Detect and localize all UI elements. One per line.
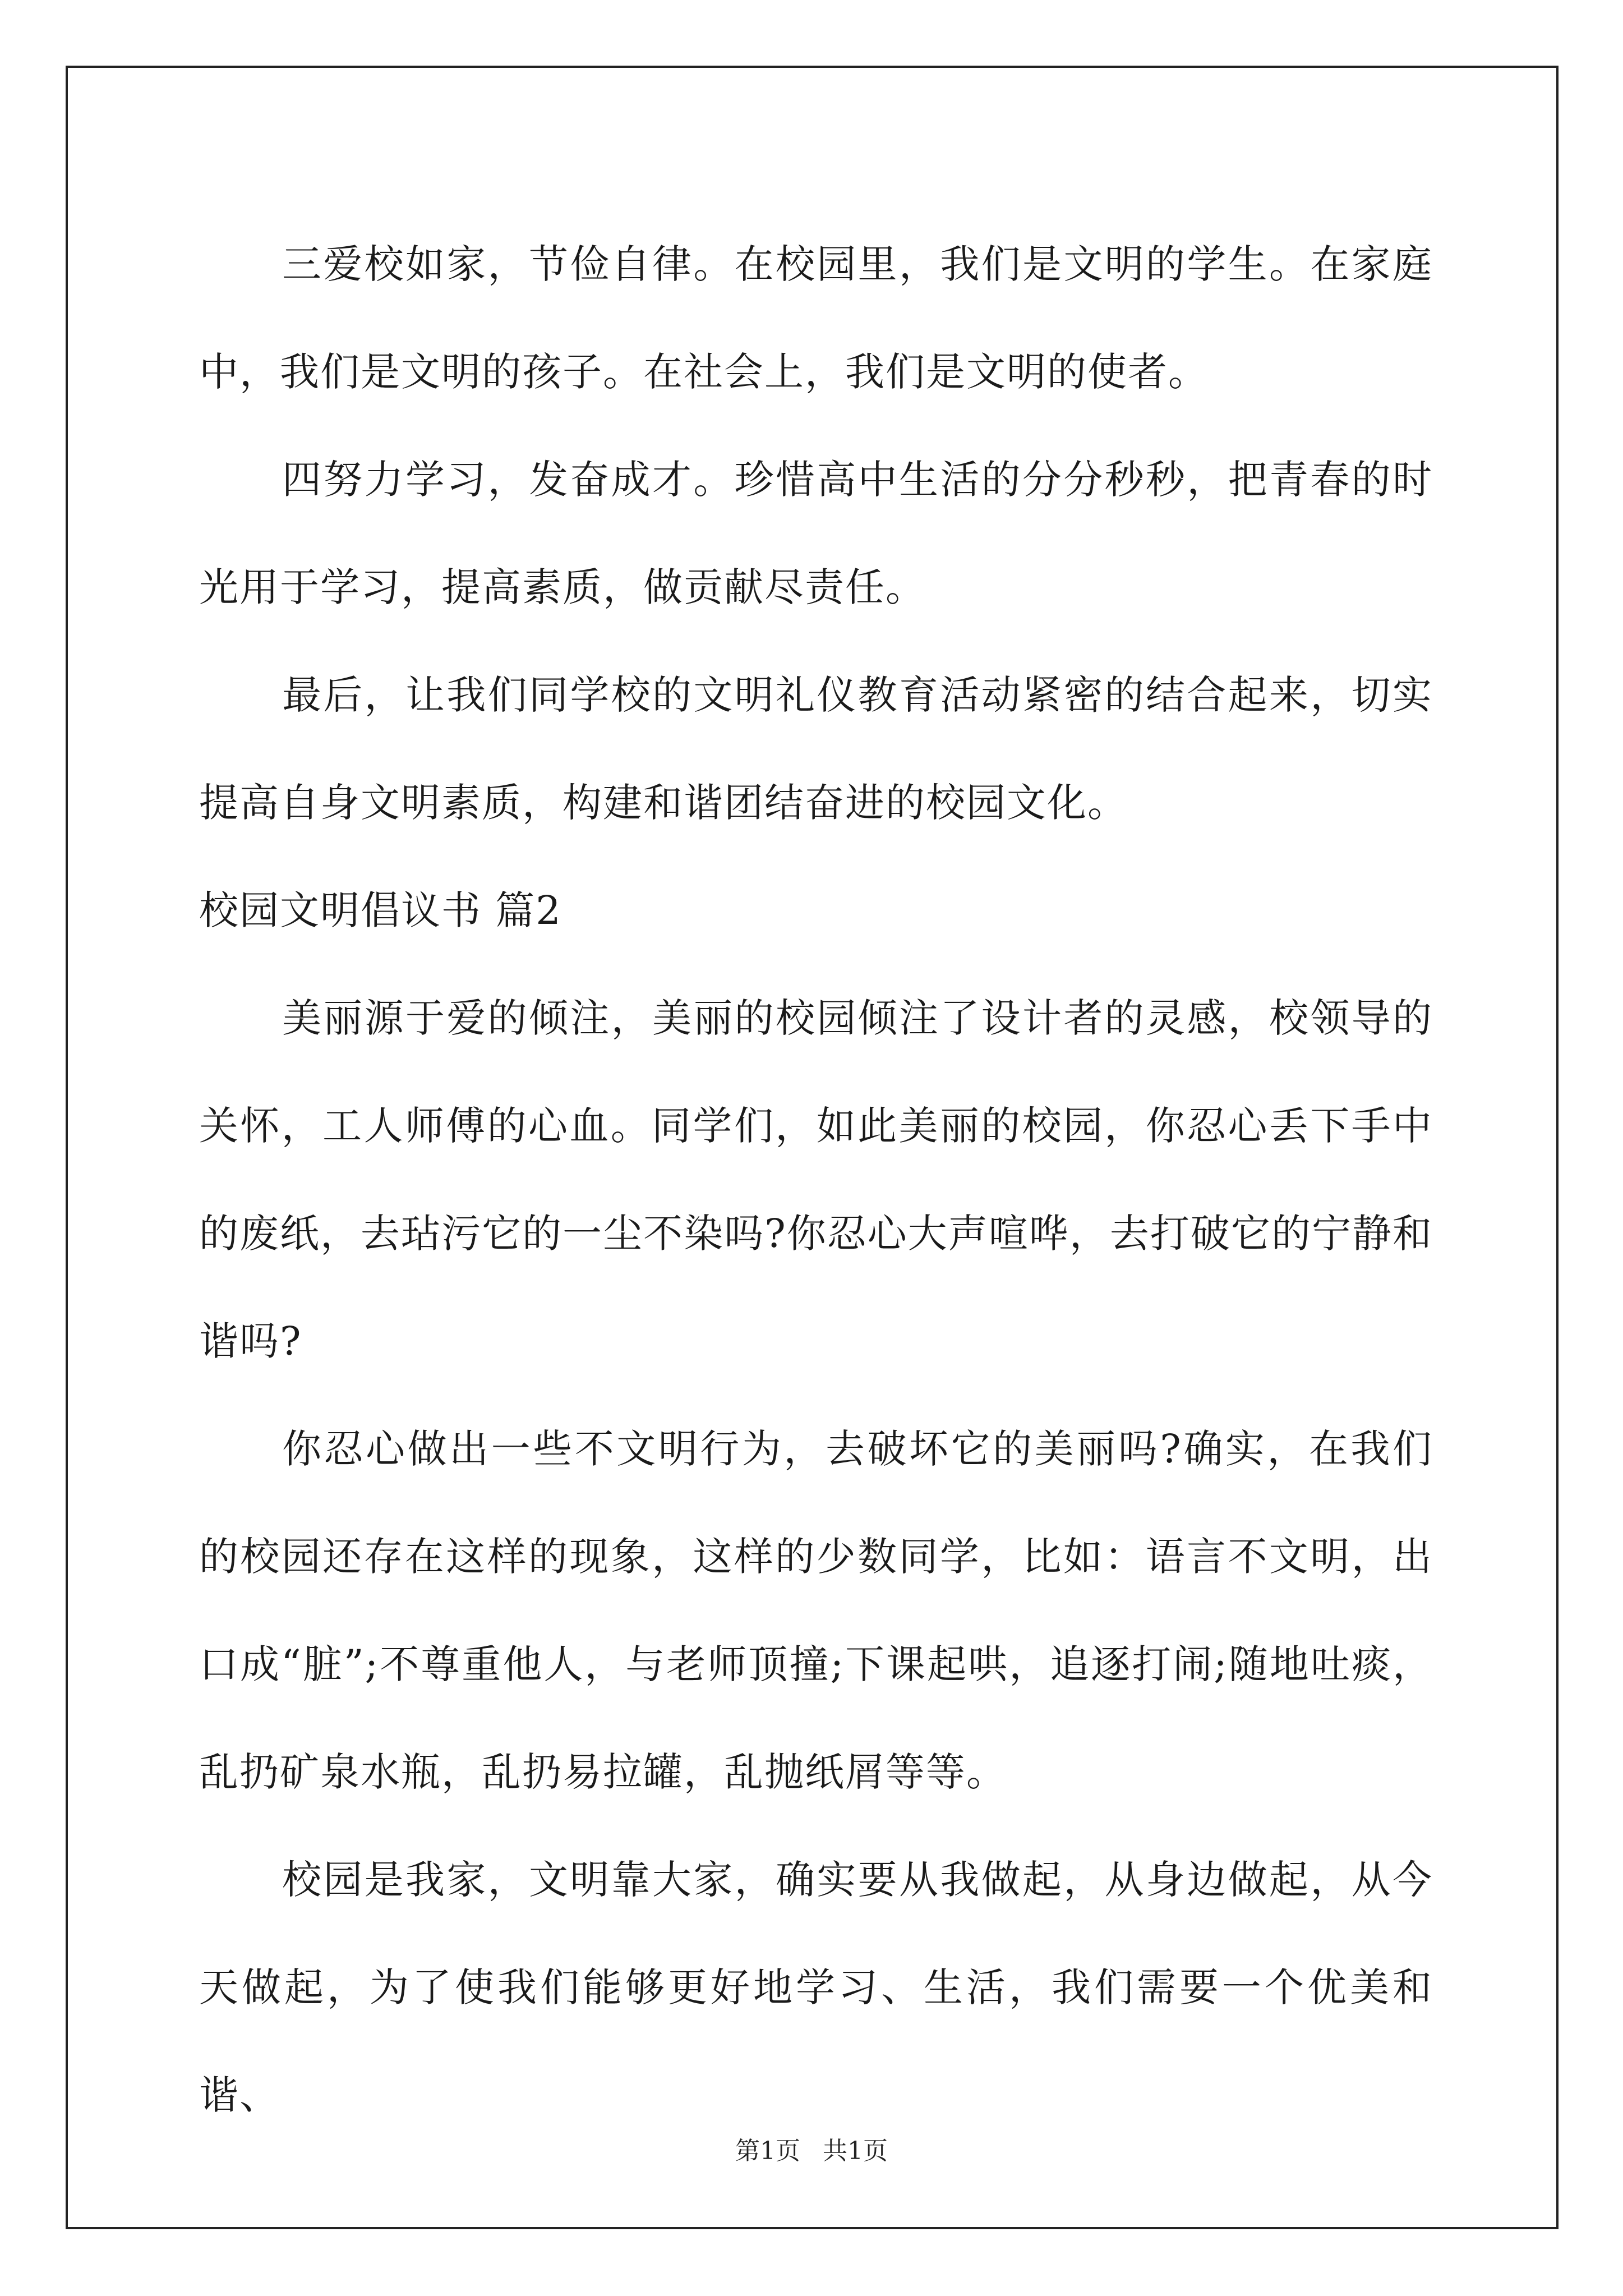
section-heading: 校园文明倡议书 篇2	[199, 887, 562, 933]
page-total: 共1页	[823, 2137, 888, 2165]
document-body	[199, 210, 1433, 2149]
paragraph-2: 四努力学习，发奋成才。珍惜高中生活的分分秒秒，把青春的时光用于学习，提高素质，做贡献尽责任。	[199, 457, 1433, 610]
paragraph-1: 三爱校如家，节俭自律。在校园里，我们是文明的学生。在家庭中，我们是文明的孩子。在社会上，我们是文明的使者。	[199, 241, 1433, 395]
paragraph-4: 美丽源于爱的倾注，美丽的校园倾注了设计者的灵感，校领导的关怀，工人师傅的心血。同学们，如此美丽的校园，你忍心丢下手中的废纸，去玷污它的一尘不染吗?你忍心大声喧哗，去打破它的宁静和谐吗?	[199, 995, 1433, 1364]
page-footer	[0, 2134, 1623, 2168]
paragraph-6: 校园是我家，文明靠大家，确实要从我做起，从身边做起，从今天做起，为了使我们能够更好地学习、生活，我们需要一个优美和谐、	[199, 1857, 1433, 2118]
page-number: 第1页	[735, 2137, 800, 2165]
paragraph-3: 最后，让我们同学校的文明礼仪教育活动紧密的结合起来，切实提高自身文明素质，构建和谐团结奋进的校园文化。	[199, 672, 1433, 826]
paragraph-5: 你忍心做出一些不文明行为，去破坏它的美丽吗?确实，在我们的校园还存在这样的现象，这样的少数同学，比如：语言不文明，出口成“脏”;不尊重他人，与老师顶撞;下课起哄，追逐打闹;随地吐痰，乱扔矿泉水瓶，乱扔易拉罐，乱抛纸屑等等。	[199, 1426, 1433, 1795]
